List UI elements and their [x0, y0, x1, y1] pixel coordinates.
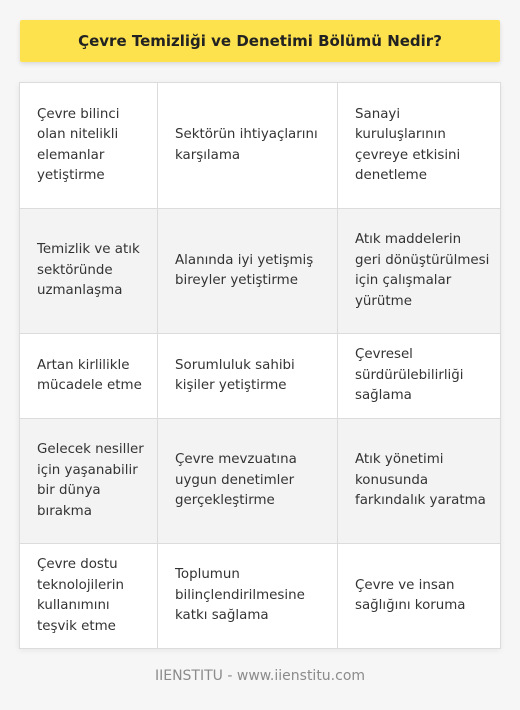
- grid-row: [20, 544, 501, 649]
- grid-cell: Sanayi kuruluşlarının çevreye etkisini denetleme: [338, 83, 501, 209]
- footer-credit: IIENSTITU - www.iienstitu.com: [154, 668, 366, 684]
- grid-cell: Atık yönetimi konusunda farkındalık yaratma: [338, 419, 501, 544]
- grid-cell: Çevre ve insan sağlığını koruma: [338, 544, 501, 649]
- grid-row: [20, 334, 501, 419]
- grid-cell: Atık maddelerin geri dönüştürülmesi için çalışmalar yürütme: [338, 209, 501, 334]
- content-grid-card: [19, 82, 500, 648]
- grid-cell: Çevre mevzuatına uygun denetimler gerçekleştirme: [158, 419, 338, 544]
- grid-cell: Toplumun bilinçlendirilmesine katkı sağlama: [158, 544, 338, 649]
- content-grid: [19, 82, 501, 649]
- grid-cell: Çevre bilinci olan nitelikli elemanlar yetiştirme: [20, 83, 158, 209]
- page-title: Çevre Temizliği ve Denetimi Bölümü Nedir?: [78, 32, 442, 50]
- grid-cell: Çevre dostu teknolojilerin kullanımını teşvik etme: [20, 544, 158, 649]
- title-banner: [20, 20, 500, 62]
- grid-cell: Temizlik ve atık sektöründe uzmanlaşma: [20, 209, 158, 334]
- grid-row: [20, 83, 501, 209]
- grid-row: [20, 209, 501, 334]
- grid-cell: Çevresel sürdürülebilirliği sağlama: [338, 334, 501, 419]
- grid-row: [20, 419, 501, 544]
- grid-cell: Sektörün ihtiyaçlarını karşılama: [158, 83, 338, 209]
- grid-cell: Sorumluluk sahibi kişiler yetiştirme: [158, 334, 338, 419]
- grid-cell: Gelecek nesiller için yaşanabilir bir dünya bırakma: [20, 419, 158, 544]
- grid-cell: Alanında iyi yetişmiş bireyler yetiştirme: [158, 209, 338, 334]
- grid-cell: Artan kirlilikle mücadele etme: [20, 334, 158, 419]
